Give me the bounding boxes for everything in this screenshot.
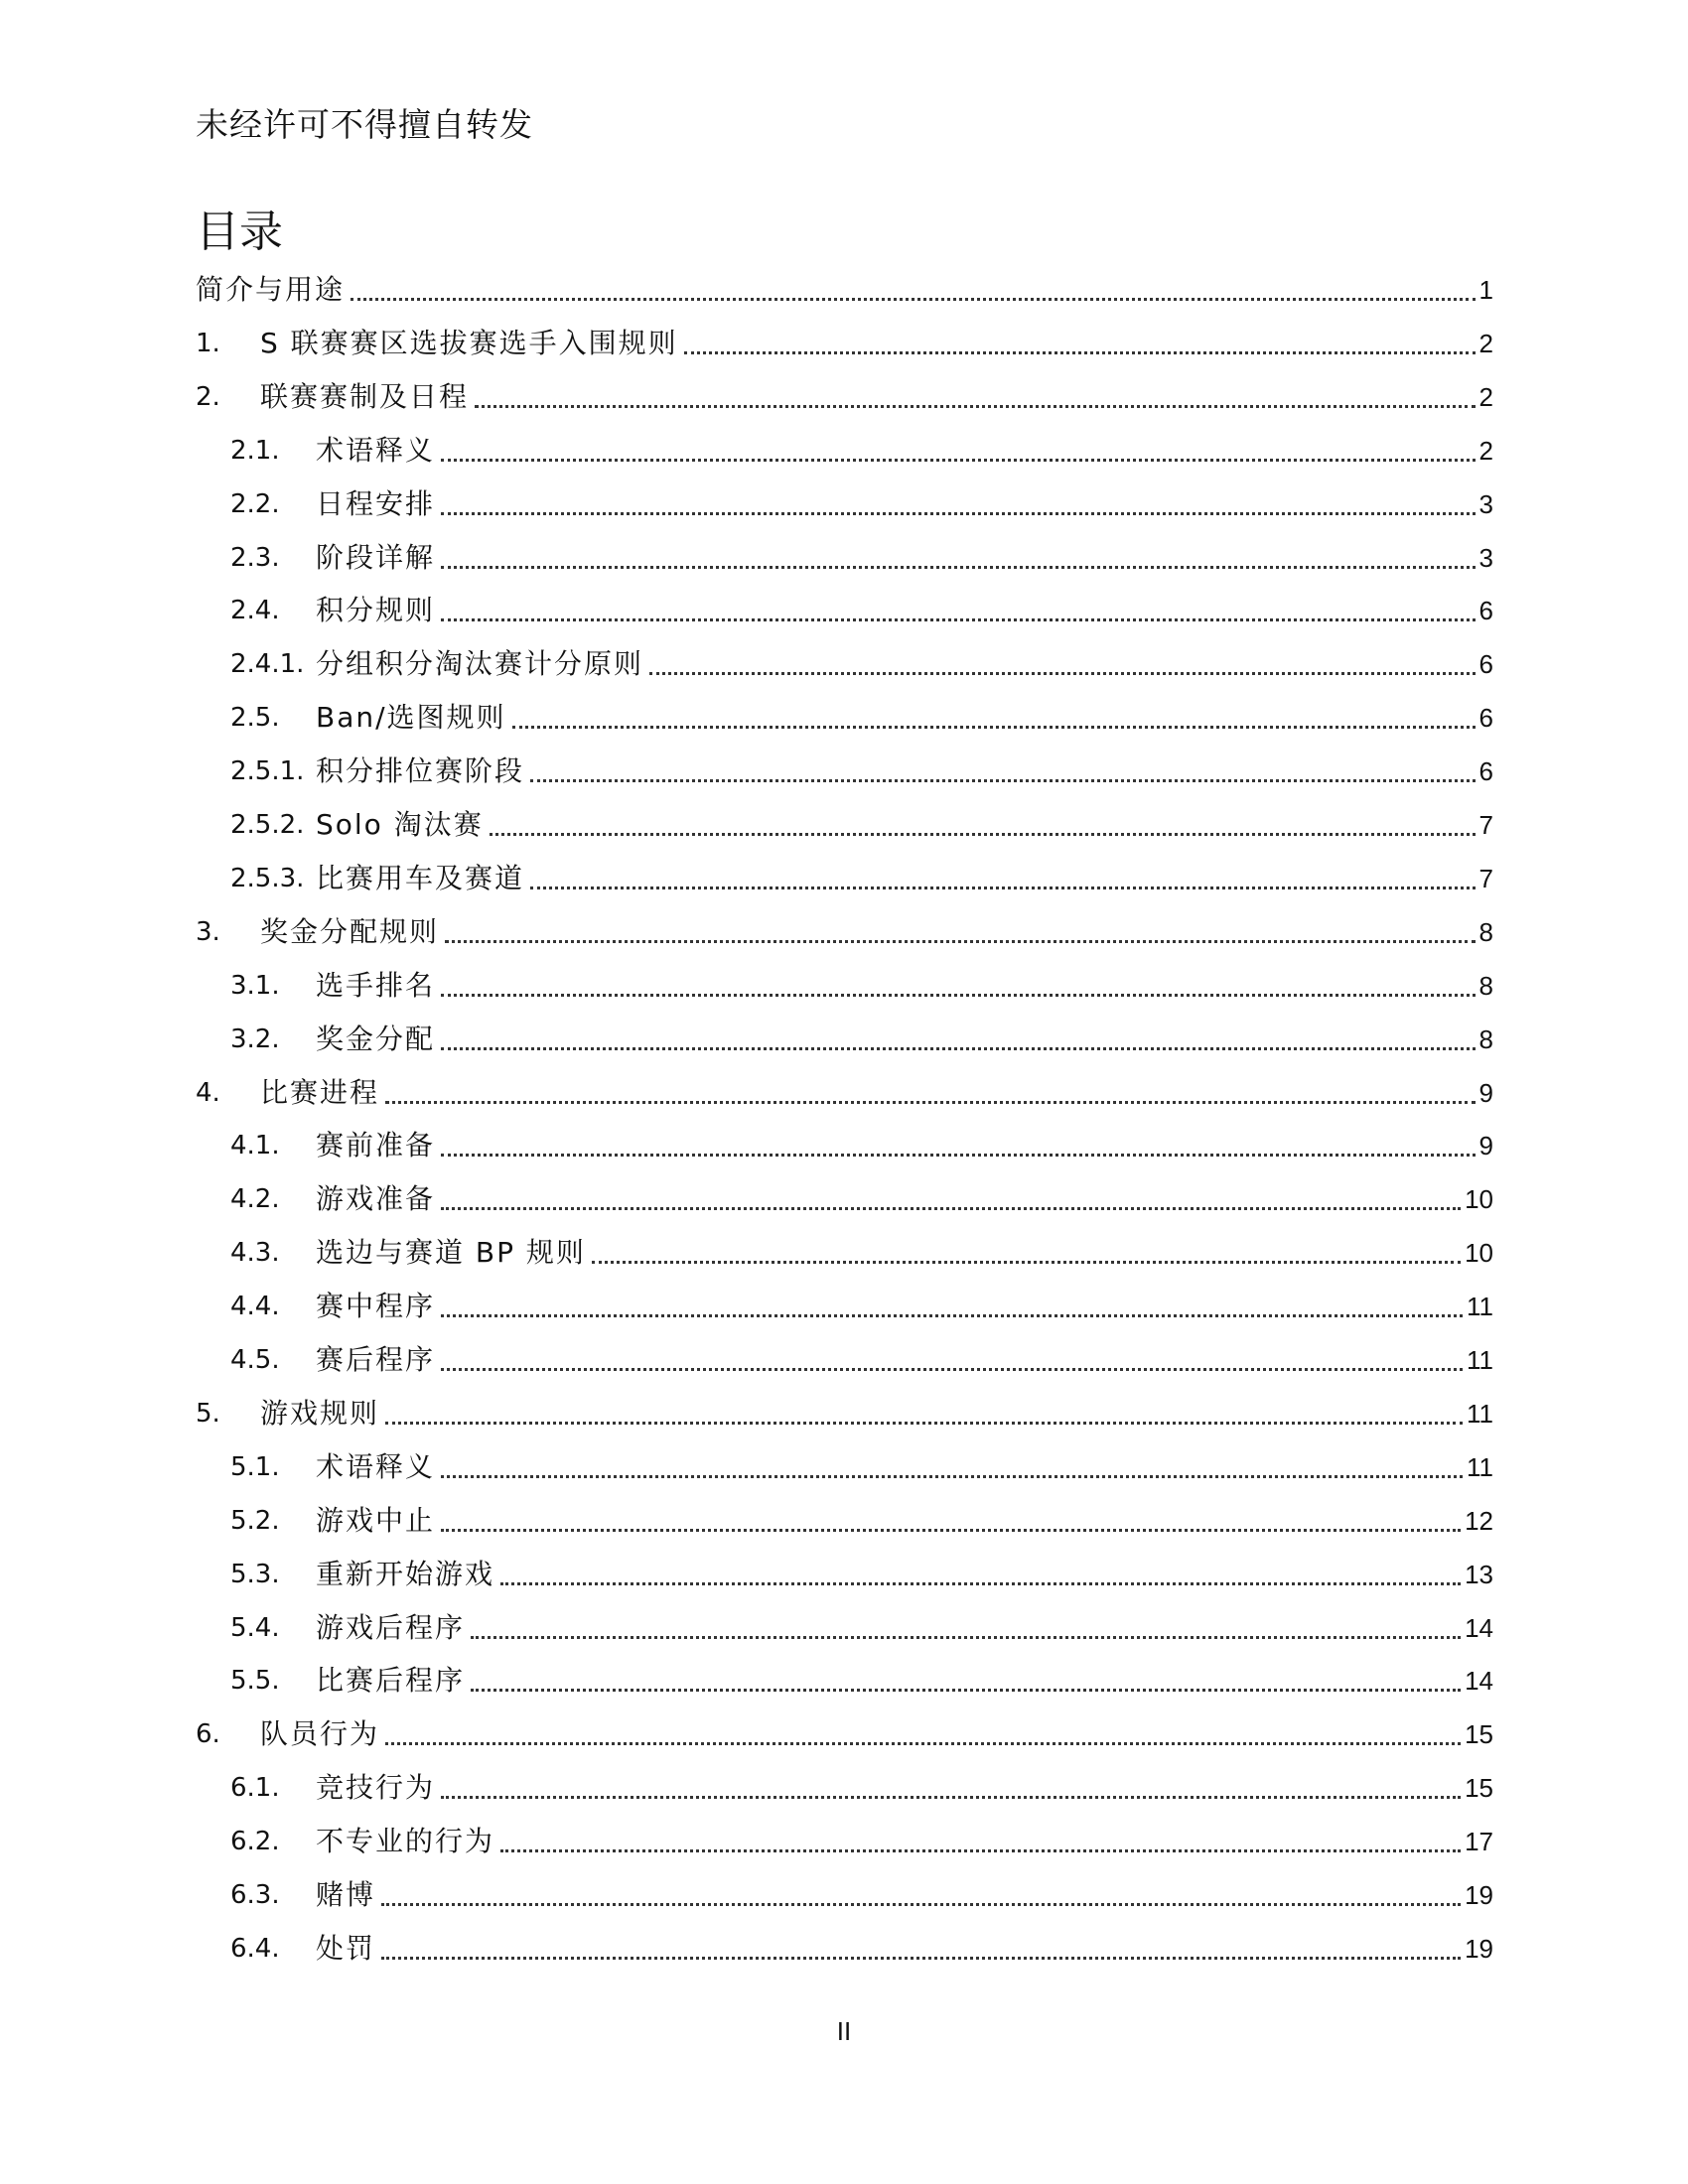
toc-entry[interactable] — [0, 1661, 1688, 1701]
toc-entry-page: 13 — [1465, 1560, 1493, 1589]
dot-leader — [351, 296, 1476, 301]
toc-entry-body — [316, 1447, 1493, 1487]
toc-entry-body — [316, 1126, 1493, 1165]
toc-entry-page: 14 — [1465, 1613, 1493, 1643]
toc-entry-number: 5.5. — [230, 1666, 280, 1696]
toc-entry-body — [316, 1768, 1493, 1808]
toc-entry-label: 赛前准备 — [316, 1126, 437, 1165]
toc-entry-number: 5. — [196, 1399, 220, 1429]
dot-leader — [381, 1955, 1461, 1960]
toc-entry[interactable] — [0, 1394, 1688, 1433]
toc-entry[interactable] — [0, 1822, 1688, 1861]
toc-entry[interactable] — [0, 377, 1688, 417]
toc-entry-number: 6. — [196, 1719, 220, 1749]
toc-entry-label: 比赛用车及赛道 — [316, 859, 526, 898]
toc-entry-number: 3.1. — [230, 971, 280, 1001]
toc-entry-label: 游戏准备 — [316, 1179, 437, 1219]
toc-entry[interactable] — [0, 538, 1688, 578]
dot-leader — [471, 1634, 1461, 1639]
toc-entry-body — [260, 1073, 1493, 1113]
toc-entry-label: 选手排名 — [316, 966, 437, 1006]
toc-entry-number: 2.4.1. — [230, 649, 305, 679]
toc-entry-page: 15 — [1465, 1773, 1493, 1803]
dot-leader — [441, 616, 1476, 621]
toc-entry-page: 14 — [1465, 1666, 1493, 1696]
header-note: 未经许可不得擅自转发 — [196, 105, 533, 144]
toc-entry-body — [316, 1233, 1493, 1273]
toc-entry-label: 术语释义 — [316, 1447, 437, 1487]
toc-entry-label: 赛中程序 — [316, 1287, 437, 1326]
toc-entry-number: 2.5. — [230, 703, 280, 733]
toc-entry-number: 2.2. — [230, 489, 280, 519]
toc-entry-number: 2.5.3. — [230, 864, 305, 893]
toc-entry-label: 分组积分淘汰赛计分原则 — [316, 644, 645, 684]
toc-entry-body — [260, 912, 1493, 952]
toc-entry[interactable] — [0, 1287, 1688, 1326]
toc-entry-number: 4. — [196, 1078, 220, 1108]
toc-entry-number: 4.4. — [230, 1292, 280, 1321]
toc-entry-body — [316, 966, 1493, 1006]
toc-entry[interactable] — [0, 1875, 1688, 1915]
toc-entry-body — [316, 1287, 1493, 1326]
toc-entry-body — [316, 484, 1493, 524]
toc-entry-body — [260, 377, 1493, 417]
dot-leader — [475, 403, 1476, 408]
dot-leader — [592, 1259, 1461, 1264]
toc-entry-body — [316, 1501, 1493, 1541]
toc-entry-page: 10 — [1465, 1184, 1493, 1214]
toc-title: 目录 — [196, 206, 283, 257]
toc-entry[interactable] — [0, 431, 1688, 471]
toc-entry[interactable] — [0, 591, 1688, 630]
dot-leader — [441, 1152, 1476, 1157]
toc-entry-page: 11 — [1467, 1345, 1493, 1375]
toc-entry[interactable] — [0, 1447, 1688, 1487]
toc-entry[interactable] — [0, 1768, 1688, 1808]
toc-entry-body — [316, 1875, 1493, 1915]
toc-entry[interactable] — [0, 1126, 1688, 1165]
toc-entry[interactable] — [0, 751, 1688, 791]
toc-entry-page: 2 — [1478, 436, 1493, 466]
toc-entry[interactable] — [0, 1714, 1688, 1754]
toc-entry-number: 1. — [196, 329, 220, 358]
toc-entry-number: 6.1. — [230, 1773, 280, 1803]
toc-entry-body — [316, 751, 1493, 791]
toc-entry-label: 比赛进程 — [260, 1073, 381, 1113]
dot-leader — [500, 1847, 1461, 1852]
toc-entry[interactable] — [0, 1555, 1688, 1594]
dot-leader — [530, 885, 1476, 889]
toc-entry-body — [260, 1714, 1493, 1754]
toc-entry-label: 奖金分配 — [316, 1020, 437, 1059]
toc-entry-page: 8 — [1478, 917, 1493, 947]
toc-entry-page: 6 — [1478, 756, 1493, 786]
toc-entry[interactable] — [0, 1501, 1688, 1541]
toc-entry-number: 6.2. — [230, 1827, 280, 1856]
toc-entry-label: 联赛赛制及日程 — [260, 377, 471, 417]
toc-entry-page: 3 — [1478, 489, 1493, 519]
toc-entry-number: 2.3. — [230, 543, 280, 573]
toc-entry-page: 11 — [1467, 1399, 1493, 1429]
toc-entry-page: 12 — [1465, 1506, 1493, 1536]
dot-leader — [441, 1527, 1461, 1532]
dot-leader — [441, 457, 1476, 462]
toc-entry-page: 19 — [1465, 1880, 1493, 1910]
toc-entry[interactable] — [0, 966, 1688, 1006]
toc-entry-label: 比赛后程序 — [316, 1661, 467, 1701]
toc-entry-number: 3.2. — [230, 1024, 280, 1054]
toc-entry-page: 9 — [1478, 1131, 1493, 1160]
toc-entry-page: 17 — [1465, 1827, 1493, 1856]
toc-entry-label: 处罚 — [316, 1929, 377, 1969]
toc-entry[interactable] — [0, 1020, 1688, 1059]
dot-leader — [490, 831, 1476, 836]
dot-leader — [512, 724, 1476, 729]
toc-entry-label: 术语释义 — [316, 431, 437, 471]
toc-entry-body — [316, 591, 1493, 630]
toc-entry-body — [316, 698, 1493, 738]
toc-entry-body — [316, 1929, 1493, 1969]
toc-entry-label: 赌博 — [316, 1875, 377, 1915]
toc-entry-page: 6 — [1478, 649, 1493, 679]
toc-entry-number: 2.5.1. — [230, 756, 305, 786]
toc-entry-page: 10 — [1465, 1238, 1493, 1268]
toc-entry[interactable] — [0, 698, 1688, 738]
dot-leader — [381, 1901, 1461, 1906]
dot-leader — [441, 1312, 1463, 1317]
dot-leader — [385, 1740, 1461, 1745]
toc-entry-page: 19 — [1465, 1934, 1493, 1964]
toc-entry-label: 竞技行为 — [316, 1768, 437, 1808]
toc-entry-number: 6.4. — [230, 1934, 280, 1964]
toc-entry[interactable] — [0, 805, 1688, 845]
dot-leader — [441, 564, 1476, 569]
toc-entry-page: 15 — [1465, 1719, 1493, 1749]
dot-leader — [441, 1473, 1463, 1478]
toc-entry[interactable] — [0, 270, 1688, 310]
toc-entry-body — [260, 1394, 1493, 1433]
page-number: II — [836, 2016, 852, 2046]
toc-entry-label: 游戏规则 — [260, 1394, 381, 1433]
toc-entry-label: Solo 淘汰赛 — [316, 805, 486, 845]
toc-entry-body — [316, 1179, 1493, 1219]
toc-entry-body — [316, 805, 1493, 845]
toc-entry-label: 阶段详解 — [316, 538, 437, 578]
toc-entry-body — [316, 1608, 1493, 1648]
toc-entry-body — [316, 1340, 1493, 1380]
toc-entry-number: 5.1. — [230, 1452, 280, 1482]
toc-entry-label: S 联赛赛区选拔赛选手入围规则 — [260, 324, 680, 363]
toc-entry-number: 4.1. — [230, 1131, 280, 1160]
toc-entry-body — [316, 1020, 1493, 1059]
toc-entry-number: 2.4. — [230, 596, 280, 625]
toc-entry-label: 重新开始游戏 — [316, 1555, 496, 1594]
toc-entry-page: 8 — [1478, 1024, 1493, 1054]
toc-entry-label: 奖金分配规则 — [260, 912, 441, 952]
toc-entry-body — [316, 644, 1493, 684]
toc-entry-label: 游戏中止 — [316, 1501, 437, 1541]
toc-entry-label: 简介与用途 — [196, 270, 347, 310]
toc-entry-body — [196, 270, 1493, 310]
toc-entry-page: 6 — [1478, 703, 1493, 733]
dot-leader — [385, 1099, 1476, 1104]
dot-leader — [530, 777, 1476, 782]
dot-leader — [471, 1687, 1461, 1692]
toc-entry-page: 6 — [1478, 596, 1493, 625]
dot-leader — [684, 349, 1476, 354]
toc-entry[interactable] — [0, 1233, 1688, 1273]
toc-entry-number: 3. — [196, 917, 220, 947]
toc-entry-page: 3 — [1478, 543, 1493, 573]
dot-leader — [441, 1205, 1461, 1210]
toc-entry-number: 2.5.2. — [230, 810, 305, 840]
toc-entry[interactable] — [0, 644, 1688, 684]
toc-entry-label: 积分规则 — [316, 591, 437, 630]
toc-entry[interactable] — [0, 1929, 1688, 1969]
toc-entry-label: 积分排位赛阶段 — [316, 751, 526, 791]
toc-entry[interactable] — [0, 1608, 1688, 1648]
toc-entry-page: 11 — [1467, 1452, 1493, 1482]
toc-entry-page: 9 — [1478, 1078, 1493, 1108]
toc-entry-number: 2. — [196, 382, 220, 412]
toc-entry-number: 4.2. — [230, 1184, 280, 1214]
toc-entry-label: Ban/选图规则 — [316, 698, 508, 738]
toc-entry-body — [260, 324, 1493, 363]
toc-entry-page: 8 — [1478, 971, 1493, 1001]
toc-entry-label: 赛后程序 — [316, 1340, 437, 1380]
toc-entry[interactable] — [0, 1073, 1688, 1113]
toc-entry-body — [316, 1822, 1493, 1861]
toc-entry-page: 7 — [1478, 810, 1493, 840]
toc-entry-page: 11 — [1467, 1292, 1493, 1321]
toc-entry-page: 7 — [1478, 864, 1493, 893]
toc-entry-page: 1 — [1478, 275, 1493, 305]
toc-entry-number: 6.3. — [230, 1880, 280, 1910]
toc-entry[interactable] — [0, 324, 1688, 363]
toc-entry-number: 2.1. — [230, 436, 280, 466]
toc-entry-number: 4.3. — [230, 1238, 280, 1268]
dot-leader — [385, 1420, 1463, 1425]
dot-leader — [441, 1045, 1476, 1050]
toc-entry[interactable] — [0, 1340, 1688, 1380]
toc-entry-label: 队员行为 — [260, 1714, 381, 1754]
dot-leader — [441, 1794, 1461, 1799]
dot-leader — [441, 510, 1476, 515]
dot-leader — [445, 938, 1476, 943]
toc-entry-body — [316, 859, 1493, 898]
toc-entry-number: 5.3. — [230, 1560, 280, 1589]
toc-entry[interactable] — [0, 859, 1688, 898]
toc-entry-number: 5.2. — [230, 1506, 280, 1536]
toc-entry[interactable] — [0, 912, 1688, 952]
toc-entry-number: 4.5. — [230, 1345, 280, 1375]
toc-entry[interactable] — [0, 484, 1688, 524]
toc-entry-label: 不专业的行为 — [316, 1822, 496, 1861]
toc-entry[interactable] — [0, 1179, 1688, 1219]
toc-entry-body — [316, 1555, 1493, 1594]
toc-entry-page: 2 — [1478, 329, 1493, 358]
dot-leader — [441, 992, 1476, 997]
toc-entry-label: 游戏后程序 — [316, 1608, 467, 1648]
toc-entry-label: 选边与赛道 BP 规则 — [316, 1233, 588, 1273]
toc-entry-body — [316, 431, 1493, 471]
toc-entry-body — [316, 1661, 1493, 1701]
dot-leader — [441, 1366, 1463, 1371]
dot-leader — [649, 670, 1476, 675]
toc-entry-body — [316, 538, 1493, 578]
toc-entry-page: 2 — [1478, 382, 1493, 412]
dot-leader — [500, 1580, 1461, 1585]
toc-entry-number: 5.4. — [230, 1613, 280, 1643]
toc-entry-label: 日程安排 — [316, 484, 437, 524]
